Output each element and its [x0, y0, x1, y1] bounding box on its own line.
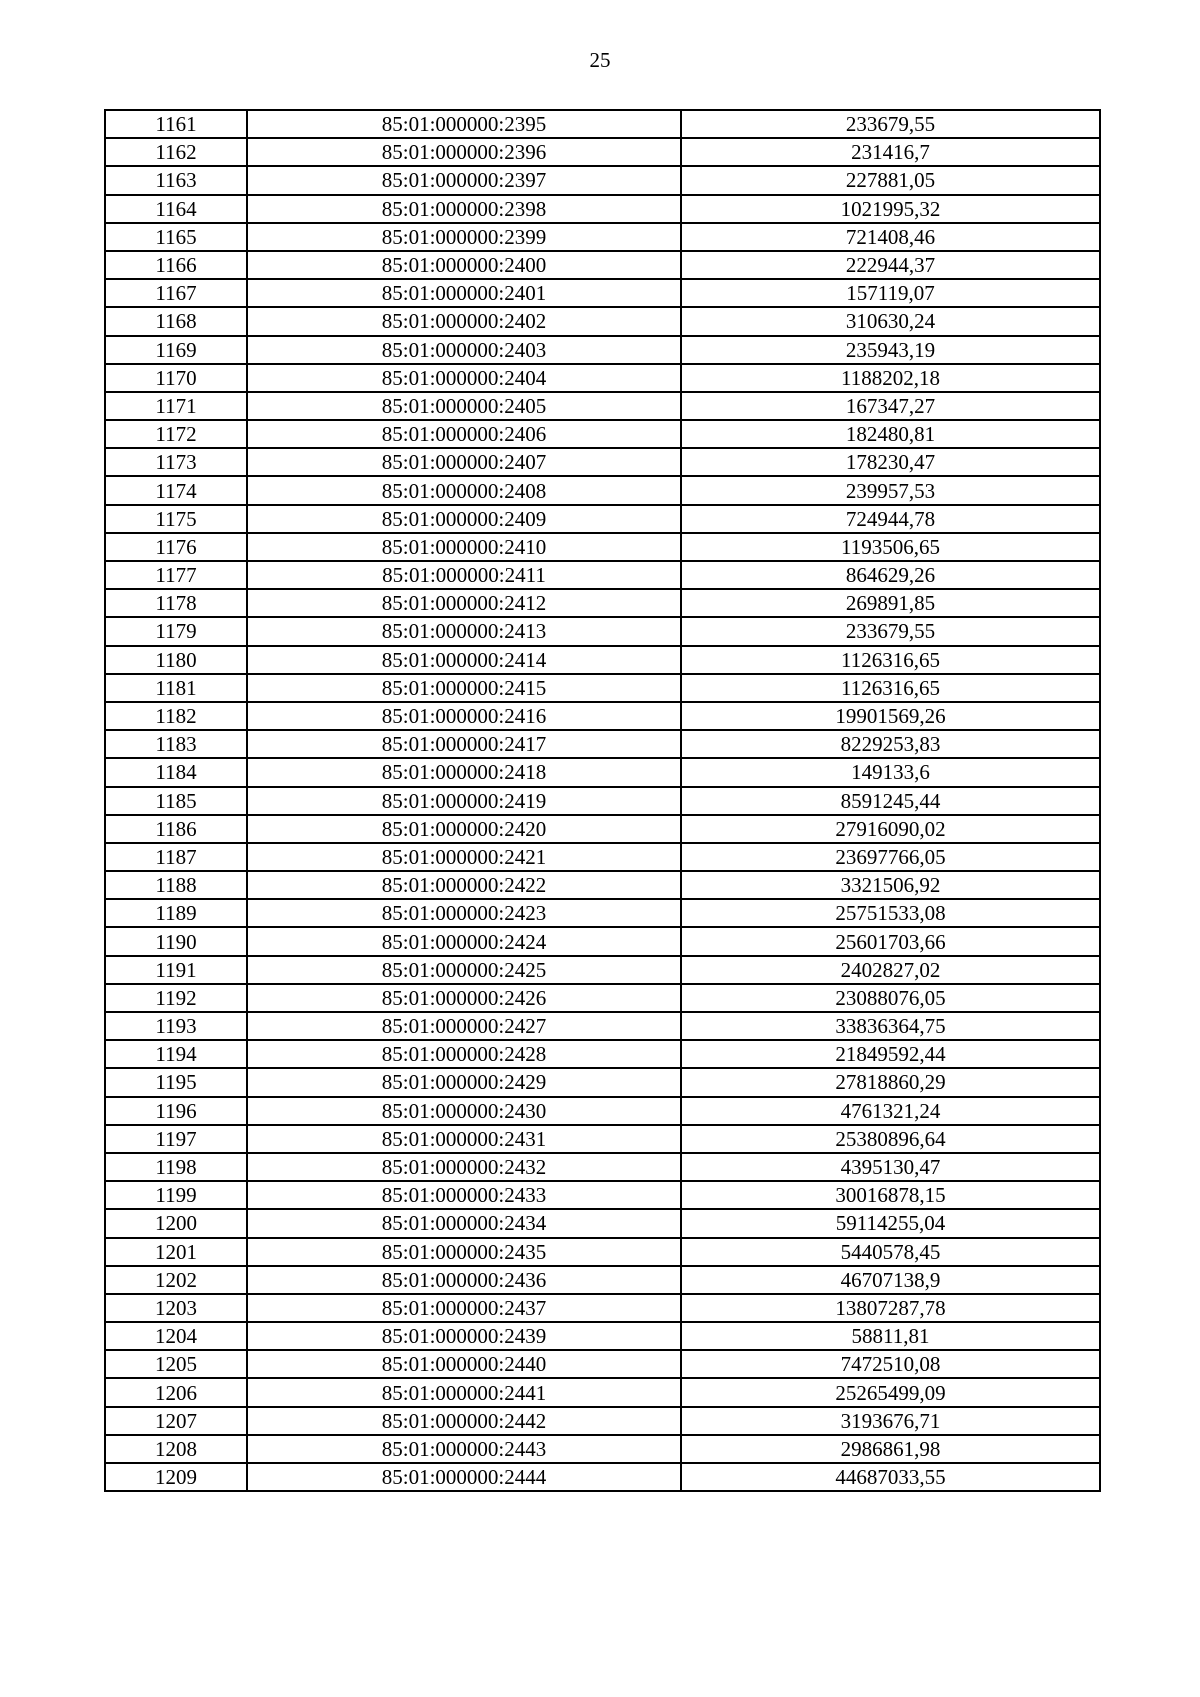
row-number-cell: 1183 [105, 730, 247, 758]
cadastral-value-cell: 23088076,05 [681, 984, 1100, 1012]
cadastral-value-cell: 3193676,71 [681, 1407, 1100, 1435]
cadastral-number-cell: 85:01:000000:2425 [247, 956, 681, 984]
table-row [105, 1153, 1100, 1181]
cadastral-number-cell: 85:01:000000:2395 [247, 110, 681, 138]
cadastral-number-cell: 85:01:000000:2441 [247, 1378, 681, 1406]
cadastral-number-cell: 85:01:000000:2427 [247, 1012, 681, 1040]
table-row [105, 927, 1100, 955]
row-number-cell: 1184 [105, 758, 247, 786]
row-number-cell: 1208 [105, 1435, 247, 1463]
row-number-cell: 1194 [105, 1040, 247, 1068]
table-row [105, 195, 1100, 223]
table-row [105, 1125, 1100, 1153]
cadastral-value-cell: 5440578,45 [681, 1238, 1100, 1266]
cadastral-number-cell: 85:01:000000:2403 [247, 336, 681, 364]
table-row [105, 871, 1100, 899]
cadastral-value-cell: 182480,81 [681, 420, 1100, 448]
row-number-cell: 1172 [105, 420, 247, 448]
cadastral-number-cell: 85:01:000000:2396 [247, 138, 681, 166]
cadastral-value-cell: 3321506,92 [681, 871, 1100, 899]
row-number-cell: 1182 [105, 702, 247, 730]
cadastral-number-cell: 85:01:000000:2412 [247, 589, 681, 617]
cadastral-number-cell: 85:01:000000:2410 [247, 533, 681, 561]
table-row [105, 1407, 1100, 1435]
cadastral-value-cell: 4395130,47 [681, 1153, 1100, 1181]
cadastral-number-cell: 85:01:000000:2422 [247, 871, 681, 899]
cadastral-number-cell: 85:01:000000:2430 [247, 1097, 681, 1125]
table-row [105, 251, 1100, 279]
cadastral-value-cell: 222944,37 [681, 251, 1100, 279]
table-row [105, 533, 1100, 561]
row-number-cell: 1195 [105, 1068, 247, 1096]
cadastral-value-cell: 233679,55 [681, 110, 1100, 138]
row-number-cell: 1173 [105, 448, 247, 476]
table-row [105, 617, 1100, 645]
row-number-cell: 1177 [105, 561, 247, 589]
cadastral-value-cell: 167347,27 [681, 392, 1100, 420]
row-number-cell: 1198 [105, 1153, 247, 1181]
cadastral-number-cell: 85:01:000000:2404 [247, 364, 681, 392]
table-row [105, 166, 1100, 194]
row-number-cell: 1190 [105, 927, 247, 955]
page-number: 25 [589, 48, 611, 72]
cadastral-value-cell: 4761321,24 [681, 1097, 1100, 1125]
row-number-cell: 1175 [105, 505, 247, 533]
table-row [105, 646, 1100, 674]
cadastral-value-cell: 157119,07 [681, 279, 1100, 307]
row-number-cell: 1192 [105, 984, 247, 1012]
row-number-cell: 1188 [105, 871, 247, 899]
cadastral-number-cell: 85:01:000000:2405 [247, 392, 681, 420]
cadastral-number-cell: 85:01:000000:2415 [247, 674, 681, 702]
cadastral-value-cell: 8591245,44 [681, 787, 1100, 815]
row-number-cell: 1187 [105, 843, 247, 871]
cadastral-value-cell: 2986861,98 [681, 1435, 1100, 1463]
cadastral-value-cell: 13807287,78 [681, 1294, 1100, 1322]
cadastral-value-cell: 1193506,65 [681, 533, 1100, 561]
row-number-cell: 1180 [105, 646, 247, 674]
cadastral-value-cell: 23697766,05 [681, 843, 1100, 871]
cadastral-value-cell: 239957,53 [681, 476, 1100, 504]
table-row [105, 279, 1100, 307]
cadastral-number-cell: 85:01:000000:2417 [247, 730, 681, 758]
row-number-cell: 1163 [105, 166, 247, 194]
cadastral-value-cell: 25265499,09 [681, 1378, 1100, 1406]
cadastral-number-cell: 85:01:000000:2436 [247, 1266, 681, 1294]
table-row [105, 702, 1100, 730]
cadastral-value-cell: 21849592,44 [681, 1040, 1100, 1068]
cadastral-value-cell: 864629,26 [681, 561, 1100, 589]
cadastral-number-cell: 85:01:000000:2399 [247, 223, 681, 251]
table-row [105, 1350, 1100, 1378]
row-number-cell: 1197 [105, 1125, 247, 1153]
row-number-cell: 1196 [105, 1097, 247, 1125]
cadastral-number-cell: 85:01:000000:2439 [247, 1322, 681, 1350]
table-row [105, 448, 1100, 476]
table-row [105, 1040, 1100, 1068]
table-row [105, 843, 1100, 871]
cadastral-value-cell: 269891,85 [681, 589, 1100, 617]
table-row [105, 730, 1100, 758]
row-number-cell: 1205 [105, 1350, 247, 1378]
cadastral-number-cell: 85:01:000000:2429 [247, 1068, 681, 1096]
cadastral-number-cell: 85:01:000000:2402 [247, 307, 681, 335]
cadastral-number-cell: 85:01:000000:2398 [247, 195, 681, 223]
cadastral-value-cell: 310630,24 [681, 307, 1100, 335]
table-body [105, 110, 1100, 1491]
cadastral-value-cell: 30016878,15 [681, 1181, 1100, 1209]
row-number-cell: 1162 [105, 138, 247, 166]
row-number-cell: 1164 [105, 195, 247, 223]
cadastral-value-cell: 235943,19 [681, 336, 1100, 364]
cadastral-value-cell: 1188202,18 [681, 364, 1100, 392]
cadastral-value-cell: 233679,55 [681, 617, 1100, 645]
table-row [105, 956, 1100, 984]
row-number-cell: 1174 [105, 476, 247, 504]
row-number-cell: 1171 [105, 392, 247, 420]
table-row [105, 307, 1100, 335]
row-number-cell: 1179 [105, 617, 247, 645]
cadastral-number-cell: 85:01:000000:2423 [247, 899, 681, 927]
cadastral-number-cell: 85:01:000000:2432 [247, 1153, 681, 1181]
cadastral-value-cell: 2402827,02 [681, 956, 1100, 984]
cadastral-number-cell: 85:01:000000:2414 [247, 646, 681, 674]
table-row [105, 899, 1100, 927]
table-row [105, 364, 1100, 392]
table-row [105, 1238, 1100, 1266]
cadastral-value-cell: 231416,7 [681, 138, 1100, 166]
row-number-cell: 1191 [105, 956, 247, 984]
cadastral-value-cell: 721408,46 [681, 223, 1100, 251]
cadastral-value-table [104, 109, 1101, 1492]
table-row [105, 758, 1100, 786]
cadastral-number-cell: 85:01:000000:2440 [247, 1350, 681, 1378]
table-row [105, 505, 1100, 533]
cadastral-value-cell: 178230,47 [681, 448, 1100, 476]
table-row [105, 336, 1100, 364]
table-row [105, 674, 1100, 702]
cadastral-number-cell: 85:01:000000:2409 [247, 505, 681, 533]
cadastral-value-cell: 27916090,02 [681, 815, 1100, 843]
table-row [105, 815, 1100, 843]
row-number-cell: 1185 [105, 787, 247, 815]
cadastral-number-cell: 85:01:000000:2435 [247, 1238, 681, 1266]
cadastral-number-cell: 85:01:000000:2431 [247, 1125, 681, 1153]
table-row [105, 392, 1100, 420]
row-number-cell: 1193 [105, 1012, 247, 1040]
cadastral-number-cell: 85:01:000000:2411 [247, 561, 681, 589]
row-number-cell: 1168 [105, 307, 247, 335]
cadastral-value-cell: 8229253,83 [681, 730, 1100, 758]
row-number-cell: 1201 [105, 1238, 247, 1266]
row-number-cell: 1200 [105, 1209, 247, 1237]
cadastral-number-cell: 85:01:000000:2421 [247, 843, 681, 871]
cadastral-number-cell: 85:01:000000:2413 [247, 617, 681, 645]
table-row [105, 1068, 1100, 1096]
row-number-cell: 1207 [105, 1407, 247, 1435]
row-number-cell: 1186 [105, 815, 247, 843]
table-row [105, 223, 1100, 251]
cadastral-number-cell: 85:01:000000:2424 [247, 927, 681, 955]
table-row [105, 420, 1100, 448]
table-row [105, 1294, 1100, 1322]
row-number-cell: 1167 [105, 279, 247, 307]
row-number-cell: 1204 [105, 1322, 247, 1350]
cadastral-number-cell: 85:01:000000:2428 [247, 1040, 681, 1068]
cadastral-value-cell: 46707138,9 [681, 1266, 1100, 1294]
row-number-cell: 1189 [105, 899, 247, 927]
cadastral-value-cell: 1126316,65 [681, 646, 1100, 674]
cadastral-value-cell: 58811,81 [681, 1322, 1100, 1350]
table-row [105, 1463, 1100, 1491]
row-number-cell: 1202 [105, 1266, 247, 1294]
row-number-cell: 1165 [105, 223, 247, 251]
cadastral-number-cell: 85:01:000000:2400 [247, 251, 681, 279]
cadastral-number-cell: 85:01:000000:2416 [247, 702, 681, 730]
row-number-cell: 1199 [105, 1181, 247, 1209]
table-row [105, 1209, 1100, 1237]
table-row [105, 1435, 1100, 1463]
row-number-cell: 1203 [105, 1294, 247, 1322]
table-row [105, 138, 1100, 166]
table-row [105, 1097, 1100, 1125]
cadastral-number-cell: 85:01:000000:2437 [247, 1294, 681, 1322]
row-number-cell: 1166 [105, 251, 247, 279]
cadastral-number-cell: 85:01:000000:2443 [247, 1435, 681, 1463]
row-number-cell: 1170 [105, 364, 247, 392]
row-number-cell: 1176 [105, 533, 247, 561]
cadastral-value-cell: 25380896,64 [681, 1125, 1100, 1153]
cadastral-value-cell: 19901569,26 [681, 702, 1100, 730]
cadastral-value-cell: 7472510,08 [681, 1350, 1100, 1378]
row-number-cell: 1206 [105, 1378, 247, 1406]
cadastral-number-cell: 85:01:000000:2444 [247, 1463, 681, 1491]
row-number-cell: 1169 [105, 336, 247, 364]
cadastral-number-cell: 85:01:000000:2408 [247, 476, 681, 504]
row-number-cell: 1181 [105, 674, 247, 702]
cadastral-value-cell: 227881,05 [681, 166, 1100, 194]
table-row [105, 984, 1100, 1012]
cadastral-value-cell: 149133,6 [681, 758, 1100, 786]
table-row [105, 476, 1100, 504]
cadastral-value-cell: 25601703,66 [681, 927, 1100, 955]
cadastral-number-cell: 85:01:000000:2397 [247, 166, 681, 194]
table-row [105, 1322, 1100, 1350]
cadastral-number-cell: 85:01:000000:2442 [247, 1407, 681, 1435]
cadastral-number-cell: 85:01:000000:2420 [247, 815, 681, 843]
cadastral-number-cell: 85:01:000000:2406 [247, 420, 681, 448]
table-row [105, 589, 1100, 617]
row-number-cell: 1178 [105, 589, 247, 617]
table-row [105, 1181, 1100, 1209]
cadastral-number-cell: 85:01:000000:2426 [247, 984, 681, 1012]
cadastral-number-cell: 85:01:000000:2401 [247, 279, 681, 307]
table-row [105, 1012, 1100, 1040]
row-number-cell: 1161 [105, 110, 247, 138]
cadastral-value-cell: 724944,78 [681, 505, 1100, 533]
cadastral-number-cell: 85:01:000000:2407 [247, 448, 681, 476]
cadastral-number-cell: 85:01:000000:2434 [247, 1209, 681, 1237]
cadastral-value-cell: 59114255,04 [681, 1209, 1100, 1237]
table-row [105, 787, 1100, 815]
table-row [105, 561, 1100, 589]
cadastral-number-cell: 85:01:000000:2419 [247, 787, 681, 815]
cadastral-value-cell: 27818860,29 [681, 1068, 1100, 1096]
cadastral-number-cell: 85:01:000000:2433 [247, 1181, 681, 1209]
cadastral-value-cell: 44687033,55 [681, 1463, 1100, 1491]
cadastral-value-cell: 1126316,65 [681, 674, 1100, 702]
table-row [105, 110, 1100, 138]
cadastral-number-cell: 85:01:000000:2418 [247, 758, 681, 786]
cadastral-value-cell: 25751533,08 [681, 899, 1100, 927]
row-number-cell: 1209 [105, 1463, 247, 1491]
cadastral-value-cell: 33836364,75 [681, 1012, 1100, 1040]
table-row [105, 1266, 1100, 1294]
table-row [105, 1378, 1100, 1406]
cadastral-value-cell: 1021995,32 [681, 195, 1100, 223]
